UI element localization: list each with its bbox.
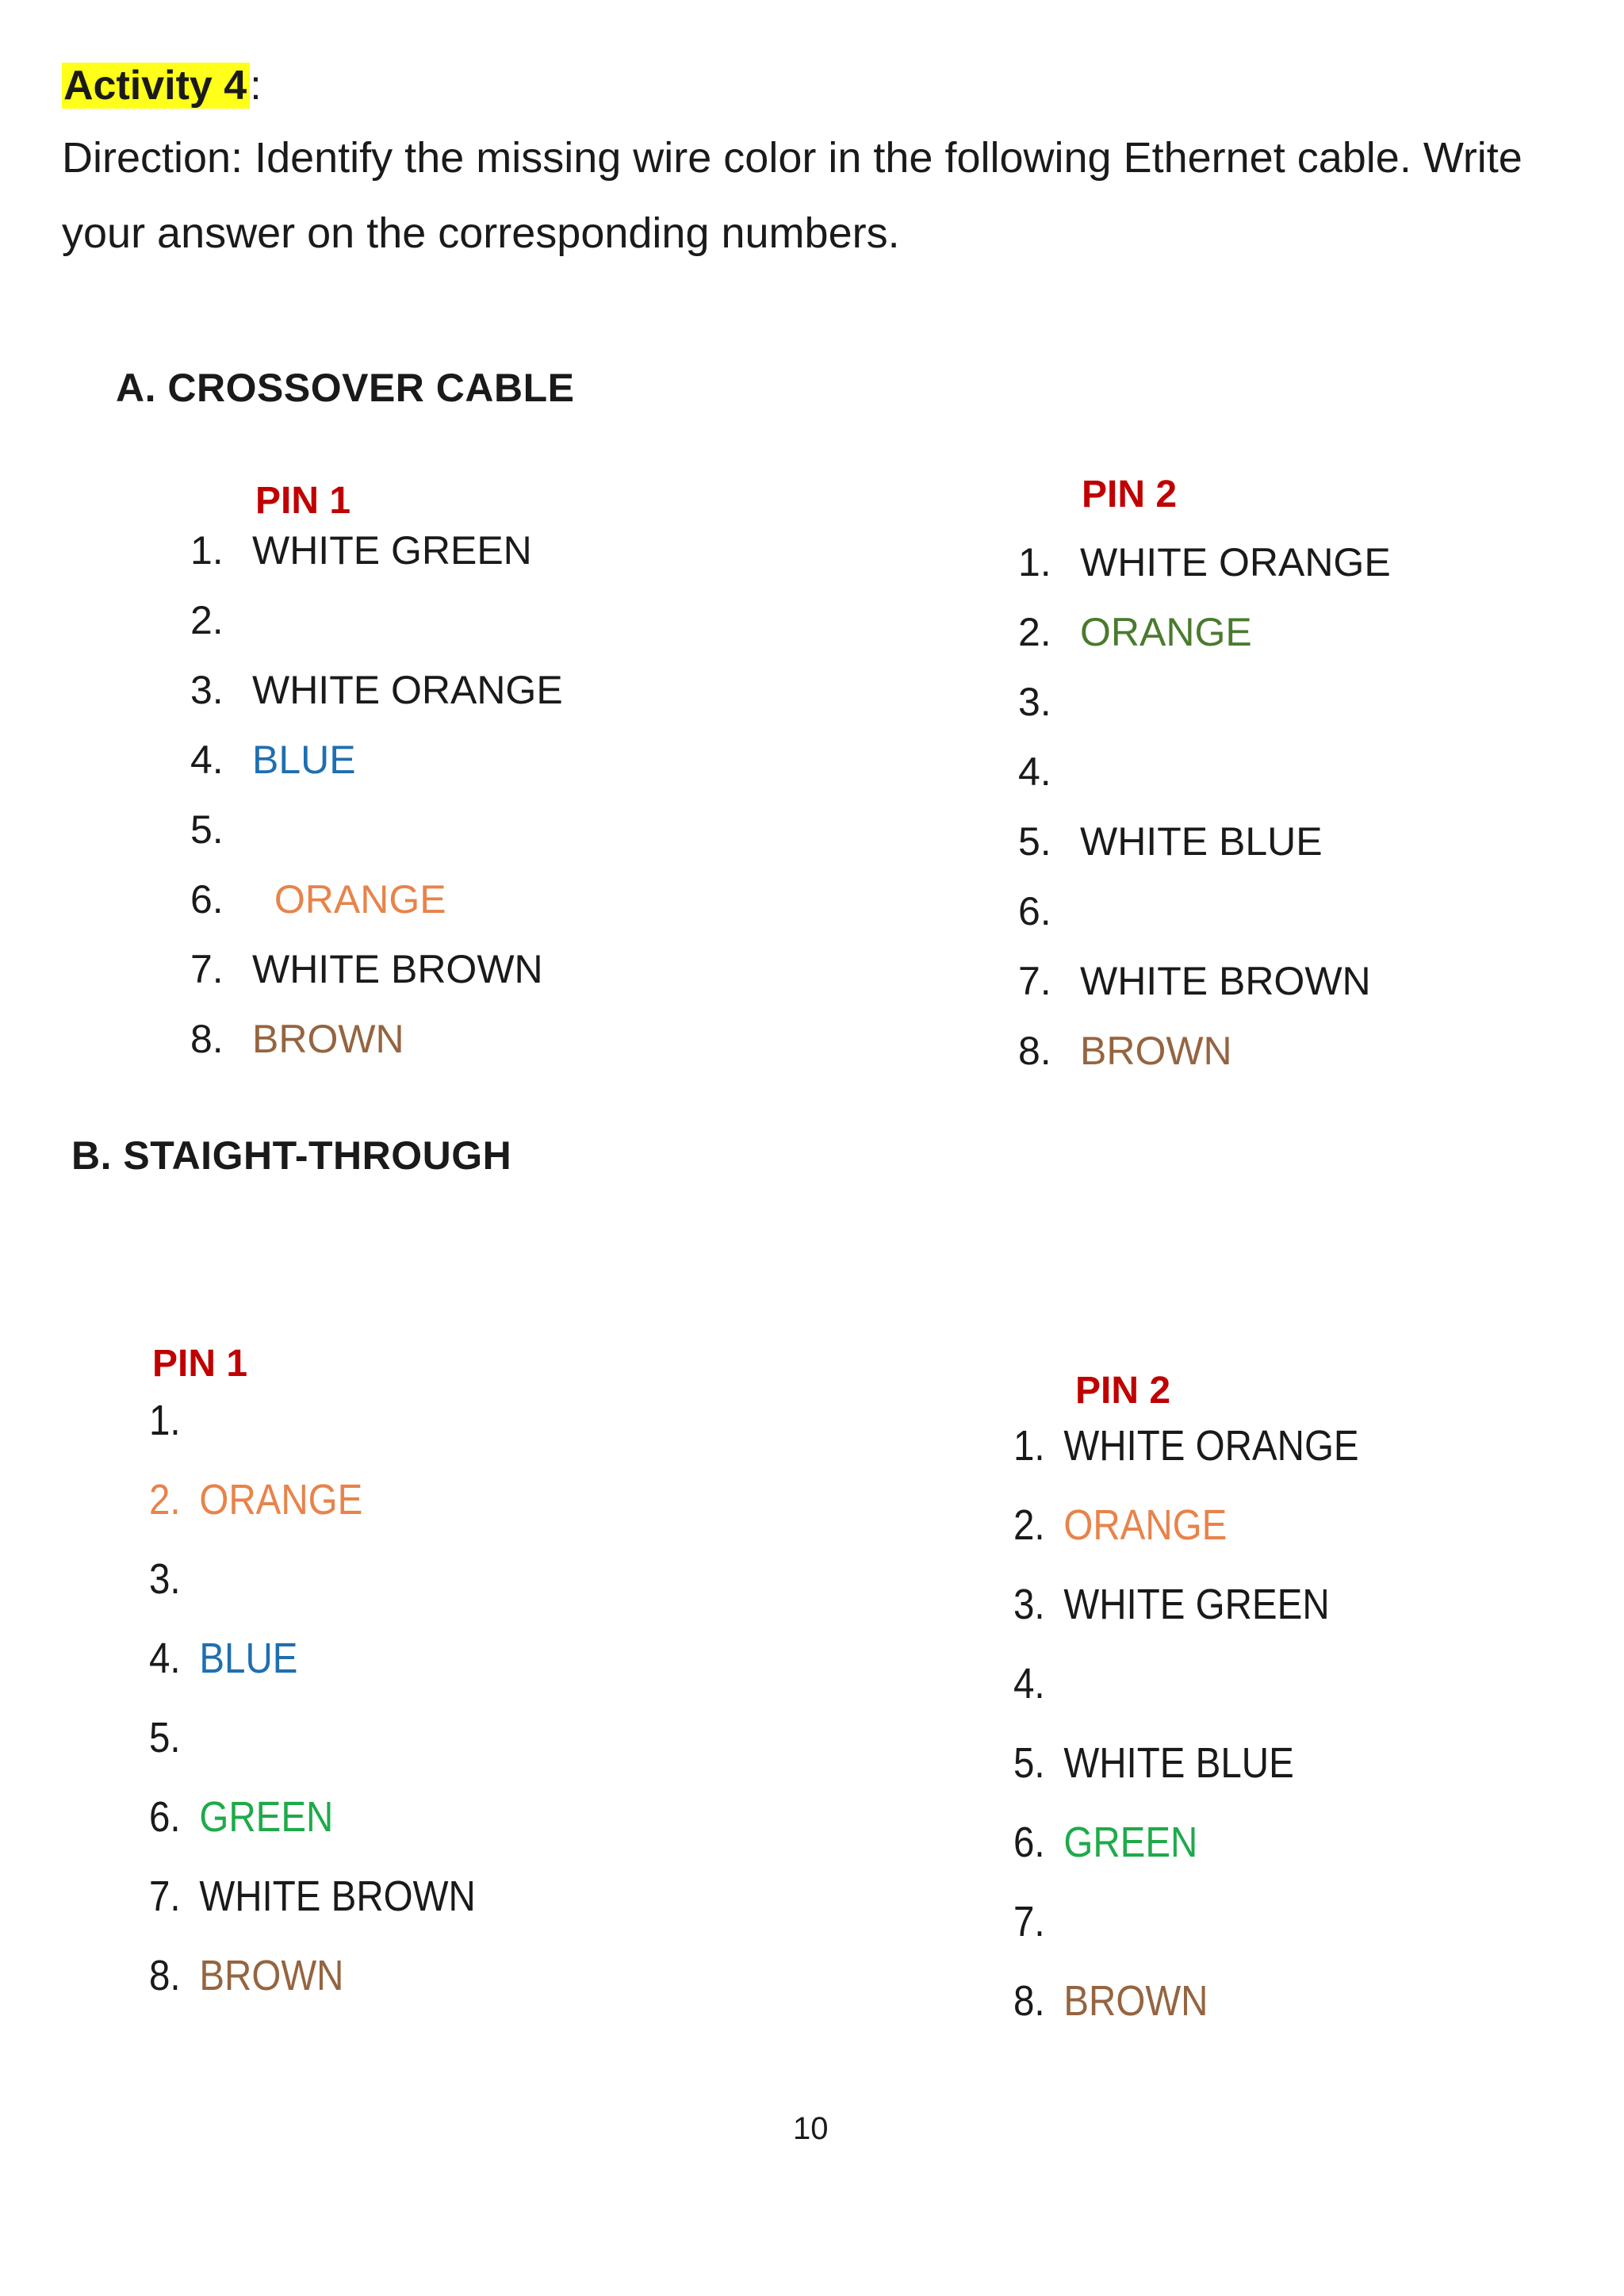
list-item: 4. bbox=[1018, 749, 1051, 794]
list-item: 3. bbox=[1018, 680, 1051, 724]
list-item: 4. BLUE bbox=[149, 1635, 298, 1682]
list-item: 1. WHITE ORANGE bbox=[1018, 540, 1391, 585]
list-item: 5. WHITE BLUE bbox=[1018, 819, 1323, 864]
activity-colon: : bbox=[250, 63, 262, 109]
list-item: 6. GREEN bbox=[1013, 1819, 1198, 1866]
section-b-title: B. STAIGHT-THROUGH bbox=[71, 1133, 512, 1178]
list-item: 4. BLUE bbox=[190, 738, 356, 782]
list-item: 4. bbox=[1013, 1660, 1045, 1708]
activity-label: Activity 4 bbox=[62, 63, 250, 109]
list-item: 3. WHITE ORANGE bbox=[190, 668, 563, 712]
section-a-title: A. CROSSOVER CABLE bbox=[116, 366, 575, 410]
list-item: 1. bbox=[149, 1397, 181, 1444]
list-item: 6. ORANGE bbox=[190, 877, 446, 922]
list-item: 2. bbox=[190, 598, 224, 642]
list-item: 2. ORANGE bbox=[1018, 610, 1252, 654]
list-item: 8. BROWN bbox=[1018, 1029, 1232, 1073]
activity-heading bbox=[62, 62, 262, 109]
list-item: 6. bbox=[1018, 889, 1051, 933]
list-item: 6. GREEN bbox=[149, 1793, 334, 1841]
list-item: 5. bbox=[149, 1714, 181, 1761]
list-item: 8. BROWN bbox=[1013, 1977, 1208, 2025]
list-item: 3. WHITE GREEN bbox=[1013, 1581, 1330, 1628]
section-a-pin1-label: PIN 1 bbox=[255, 480, 351, 522]
section-b-pin2-label: PIN 2 bbox=[1075, 1370, 1171, 1412]
list-item: 3. bbox=[149, 1555, 181, 1603]
direction-text-line-2: your answer on the corresponding numbers. bbox=[62, 209, 900, 257]
list-item: 7. WHITE BROWN bbox=[149, 1872, 476, 1920]
list-item: 5. WHITE BLUE bbox=[1013, 1739, 1294, 1787]
list-item: 7. WHITE BROWN bbox=[190, 947, 543, 991]
list-item: 2. ORANGE bbox=[149, 1476, 363, 1524]
list-item: 1. WHITE ORANGE bbox=[1013, 1422, 1359, 1470]
list-item: 1. WHITE GREEN bbox=[190, 528, 532, 573]
section-a-pin2-label: PIN 2 bbox=[1082, 473, 1178, 516]
list-item: 7. bbox=[1013, 1898, 1045, 1945]
list-item: 8. BROWN bbox=[149, 1952, 344, 1999]
list-item: 5. bbox=[190, 807, 224, 852]
list-item: 2. ORANGE bbox=[1013, 1501, 1228, 1549]
page-number: 10 bbox=[793, 2111, 829, 2146]
direction-text-line-1: Direction: Identify the missing wire color in the following Ethernet cable. Write bbox=[62, 134, 1522, 182]
list-item: 7. WHITE BROWN bbox=[1018, 959, 1371, 1003]
list-item: 8. BROWN bbox=[190, 1017, 404, 1061]
section-b-pin1-label: PIN 1 bbox=[152, 1343, 248, 1385]
